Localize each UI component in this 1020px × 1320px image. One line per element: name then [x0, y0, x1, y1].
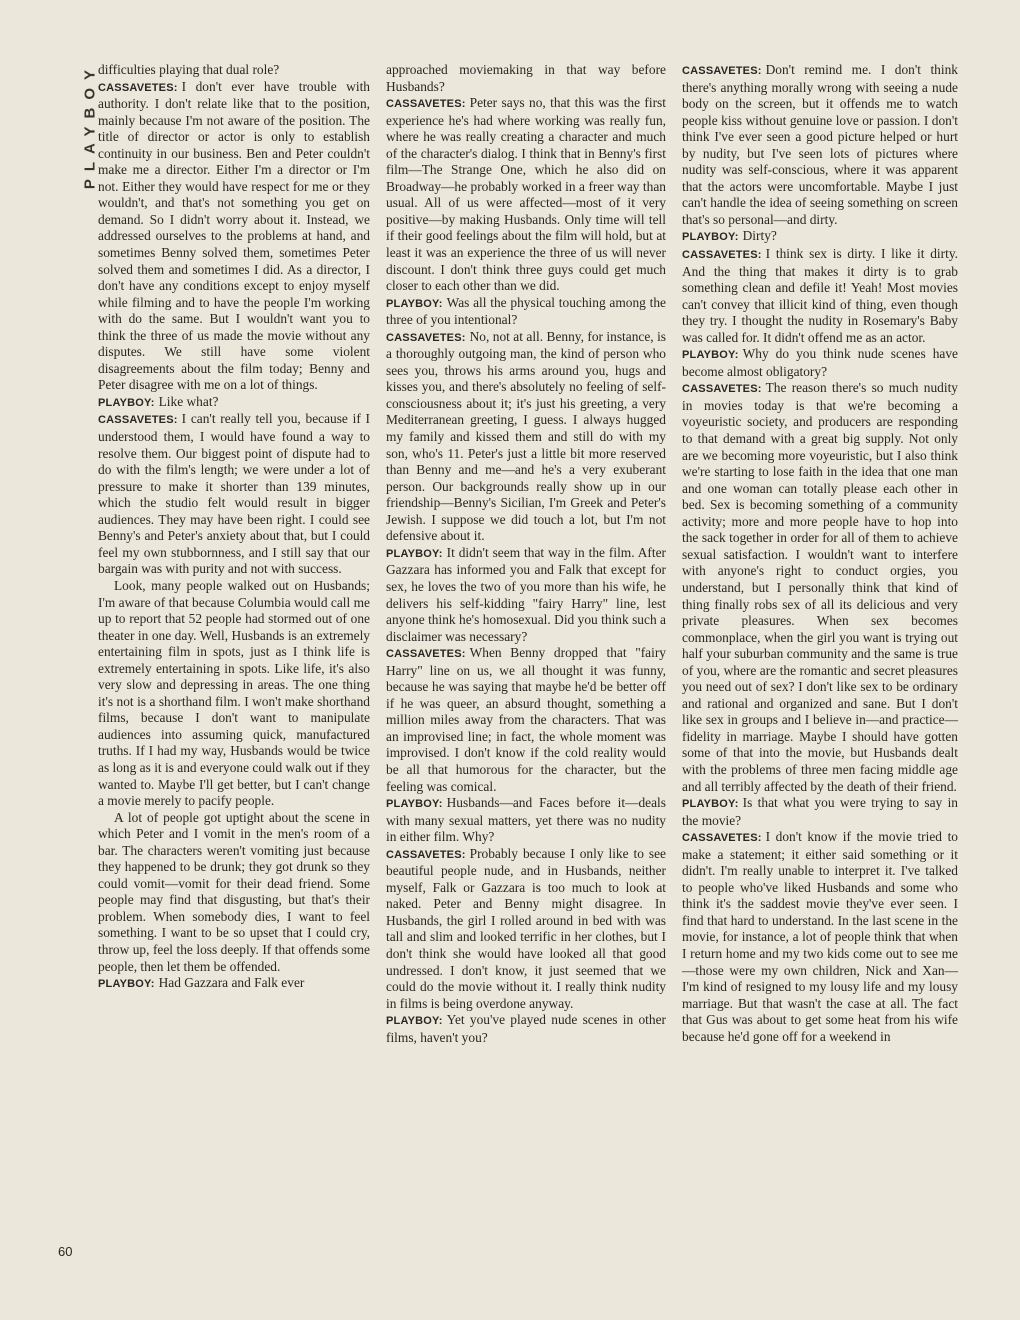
paragraph: [682, 62, 958, 228]
paragraph-text: The reason there's so much nudity in movies today is that we're becoming a voyeuristic society, and producers are responding to that demand with a great big supply. Not only are we becoming more voyeuristic, but I also think we're starting to lose faith in the idea that one man and one woman can totally please each other in bed. Sex is becoming something of a community activity; more and more people have to hop into the sack together in order for all of them to achieve sexual satisfaction. I wouldn't want to interfere with anyone's right to conduct orgies, you understand, but I personally think that kind of thing finally robs sex of all its delicious and very private pleasures. When sex becomes commonplace, when the girl you want is trying out half your suburban community and the same is true of you, where are the romantic and secret pleasures you need out of sex? I don't like sex to be ordinary and rational and organized and sane. But I don't like sex in groups and I believe in—and practice—fidelity in marriage. Maybe I should have gotten some of that into the movie, but Husbands dealt with the problems of three men facing middle age and all terribly affected by the death of their friend.: [682, 380, 958, 794]
speaker-label: CASSAVETES:: [682, 383, 762, 396]
speaker-label: CASSAVETES:: [386, 648, 466, 661]
paragraph: [682, 228, 958, 246]
page-number: 60: [58, 1244, 73, 1259]
speaker-label: PLAYBOY:: [386, 798, 443, 811]
speaker-label: CASSAVETES:: [386, 331, 466, 344]
paragraph: [682, 380, 958, 795]
text-column-1: [98, 62, 370, 993]
paragraph-text: I think sex is dirty. I like it dirty. And the thing that makes it dirty is to grab something clean and defile it! Yeah! Most movies can't convey that illicit kind of thing, even though they try. I thought the nudity in Rosemary's Baby was called for. It didn't offend me as an actor.: [682, 246, 958, 345]
speaker-label: PLAYBOY:: [386, 297, 443, 310]
speaker-label: CASSAVETES:: [682, 65, 762, 77]
paragraph-text: I don't ever have trouble with authority. I don't relate like that to the position, mainly because I'm not aware of the position. The title of director or actor is only to establish continuity in our business. Ben and Peter couldn't make me a director. Either I'm a director or I'm not. Either they would have respect for me or they wouldn't, and that's not something you get on demand. So I didn't worry about it. Instead, we addressed ourselves to the problems at hand, and sometimes Benny solved them, sometimes Peter solved them and sometimes I did. As a director, I don't have any conditions except to enjoy myself while filming and to have the people I'm working with do the same. But I wouldn't want you to think the three of us made the movie without any disputes. We still have some violent disagreements about the film today; Benny and Peter disagree with me on a lot of things.: [98, 78, 370, 393]
paragraph-text: Why do you think nude scenes have become almost obligatory?: [682, 346, 958, 379]
paragraph: [386, 795, 666, 846]
magazine-name: PLAYBOY: [81, 62, 99, 190]
speaker-label: PLAYBOY:: [98, 396, 155, 409]
paragraph-text: Probably because I only like to see beautiful people nude, and in Husbands, neither myself, Falk or Gazzara is too much to look at naked. Peter and Benny might disagree. In Husbands, the girl I rolled around in bed with was tall and slim and looked terrific in her clothes, but I don't think she would have looked all that good undressed. I don't know, it just seemed that we could do the movie without it. I really think nudity in films is being overdone anyway.: [386, 845, 666, 1011]
paragraph: [682, 246, 958, 346]
paragraph: [386, 329, 666, 545]
speaker-label: CASSAVETES:: [386, 98, 466, 111]
paragraph: [386, 645, 666, 795]
paragraph-text: difficulties playing that dual role?: [98, 62, 280, 77]
speaker-label: PLAYBOY:: [386, 547, 443, 560]
paragraph-text: I don't know if the movie tried to make a statement; it either said something or it didn't. I'm really unable to interpret it. I've talked to people who've liked Husbands and some who think it's the saddest movie they've ever seen. I find that hard to understand. In the last scene in the movie, for instance, a lot of people think that when I return home and my two kids come out to see me—those were my own children, Nick and Xan—I'm kind of resigned to my lousy life and my lousy marriage. But that wasn't the case at all. The fact that Gus was about to get some heat from his wife because he'd gone off for a weekend in: [682, 829, 958, 1044]
paragraph-text: Had Gazzara and Falk ever: [158, 975, 305, 991]
paragraph: [386, 545, 666, 645]
paragraph: [98, 79, 370, 394]
paragraph-text: Is that what you were trying to say in the movie?: [682, 795, 958, 828]
paragraph-text: It didn't seem that way in the film. After Gazzara has informed you and Falk that except for sex, he loves the two of you more than his wife, he delivers his self-kidding "fairy Harry" line, lest anyone think he's homosexual. Did you think such a disclaimer was necessary?: [386, 544, 666, 644]
paragraph: [98, 810, 370, 975]
speaker-label: PLAYBOY:: [682, 231, 739, 244]
paragraph-text: Yet you've played nude scenes in other films, haven't you?: [386, 1012, 666, 1045]
paragraph: [386, 1012, 666, 1046]
speaker-label: PLAYBOY:: [98, 978, 155, 991]
paragraph: [682, 829, 958, 1045]
paragraph-text: approached moviemaking in that way before Husbands?: [386, 62, 666, 94]
paragraph: [386, 295, 666, 329]
paragraph-text: A lot of people got uptight about the scene in which Peter and I vomit in the men's room of a bar. The characters weren't vomiting just because they happened to be drunk; they got drunk so they could vomit—vomit for their dead friend. Some people may find that disgusting, but that's their problem. When somebody dies, I want to feel something. I want to be so upset that I could cry, throw up, feel the loss deeply. If that offends some people, then let them be offended.: [98, 809, 370, 974]
paragraph-text: Was all the physical touching among the three of you intentional?: [386, 294, 666, 328]
paragraph-text: Look, many people walked out on Husbands; I'm aware of that because Columbia would call me up to report that 52 people had stormed out of one theater in one day. Well, Husbands is an extremely entertaining film in spots, just as I think life is extremely entertaining in spots. Like life, it's also very slow and depressing in areas. The one thing it's not is a shorthand film. I won't make shorthand films, because I don't want to manipulate audiences into assuming quick, manufactured truths. If I had my way, Husbands would be twice as long as it is and everyone could walk out if they wanted to. Maybe I'll get better, but I can't change a movie merely to pacify people.: [98, 577, 370, 809]
paragraph: [98, 62, 370, 79]
paragraph-text: Dirty?: [742, 228, 777, 244]
paragraph-text: Like what?: [158, 393, 219, 409]
paragraph-text: Don't remind me. I don't think there's anything morally wrong with seeing a nude body on the screen, but it offends me to watch people kiss without genuine love or passion. I don't think I've ever seen a good picture helped or hurt by nudity, but I've seen lots of pictures where nudity was self-conscious, where it was apparent that the actors were uncomfortable. Maybe I just can't handle the idea of seeing something on screen that's so personal—and dirty.: [682, 62, 958, 227]
paragraph: [682, 346, 958, 380]
speaker-label: CASSAVETES:: [98, 81, 178, 94]
paragraph: [98, 975, 370, 993]
speaker-label: PLAYBOY:: [682, 349, 739, 362]
paragraph: [682, 795, 958, 829]
paragraph-text: No, not at all. Benny, for instance, is a thoroughly outgoing man, the kind of person who sees you, throws his arms around you, hugs and kisses you, and there's absolutely no feeling of self-consciousness about it; it's just his greeting, a very Mediterranean greeting, I guess. I always hugged my family and kissed them and still do with my son, who's 11. Peter's just a little bit more reserved than Benny and me—and he's a very exuberant person. Our backgrounds really show up in our friendship—Benny's Sicilian, I'm Greek and Peter's Jewish. I suppose we did touch a lot, but I'm not defensive about it.: [386, 328, 666, 544]
speaker-label: CASSAVETES:: [682, 832, 762, 845]
speaker-label: CASSAVETES:: [386, 848, 466, 861]
paragraph-text: Husbands—and Faces before it—deals with many sexual matters, yet there was no nudity in either film. Why?: [386, 795, 666, 845]
speaker-label: CASSAVETES:: [682, 249, 762, 262]
text-column-2: [386, 62, 666, 1046]
paragraph: [98, 394, 370, 412]
speaker-label: CASSAVETES:: [98, 414, 178, 427]
paragraph: [98, 411, 370, 577]
paragraph-text: When Benny dropped that "fairy Harry" line on us, we all thought it was funny, because he was saying that maybe he'd be better off if he was queer, an absurd thought, something a million miles away from the characters. That was an improvised line; in fact, the whole moment was improvised. I don't know if the cold reality would be all that humorous for the character, but the feeling was comical.: [386, 645, 666, 794]
paragraph-text: I can't really tell you, because if I understood them, I would have found a way to resolve them. Our biggest point of dispute had to do with the film's length; we were under a lot of pressure to make it shorter than 139 minutes, which the studio felt would result in bigger audiences. They may have been right. I could see Benny's and Peter's anxiety about that, but I could feel my own stubbornness, and I still say that our bargain was with purity and not with success.: [98, 411, 370, 577]
speaker-label: PLAYBOY:: [682, 798, 739, 811]
magazine-sidebar: [58, 62, 99, 262]
paragraph: [386, 62, 666, 95]
speaker-label: PLAYBOY:: [386, 1015, 443, 1028]
text-column-3: [682, 62, 958, 1045]
paragraph: [98, 578, 370, 810]
paragraph: [386, 95, 666, 295]
paragraph: [386, 846, 666, 1012]
paragraph-text: Peter says no, that this was the first experience he's had where working was really fun, where he was really creating a character and much of the character's dialog. I think that in Benny's first film—The Strange One, which he also did on Broadway—he probably worked in a freer way than usual. All of us were affected—most of it very positive—by making Husbands. Only time will tell if their good feelings about the film will hold, but at least it was an experience the three of us will never discount. I don't think three guys could get much closer to each other than we did.: [386, 95, 666, 294]
